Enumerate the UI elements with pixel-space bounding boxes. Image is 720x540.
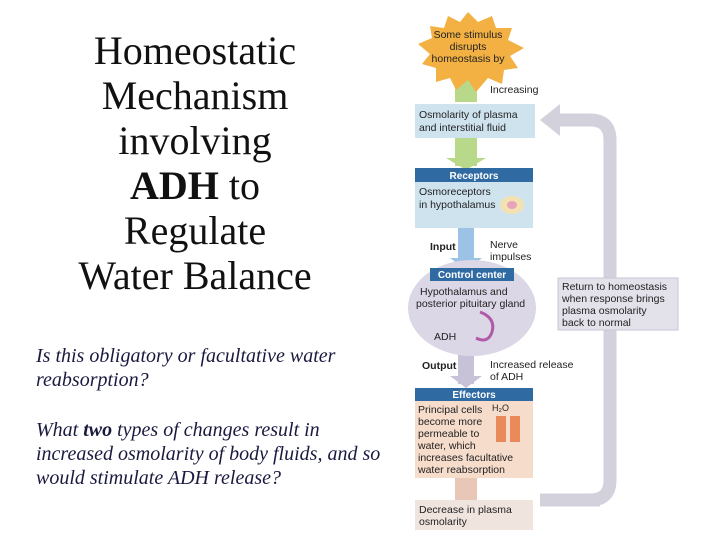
adh-label: ADH	[434, 331, 457, 343]
title-line: Regulate	[123, 208, 267, 253]
principal-cell-icon	[510, 416, 520, 442]
effectors-line: Principal cells	[418, 404, 483, 416]
effectors-line: water, which	[418, 440, 476, 452]
output-label: Output	[422, 360, 457, 372]
variable-line: and interstitial fluid	[419, 122, 506, 134]
stimulus-line: Some stimulus	[433, 29, 503, 41]
output-arrow-head	[450, 376, 482, 388]
stimulus-line: disrupts	[449, 41, 487, 53]
effectors-line: water reabsorption	[418, 464, 505, 476]
return-arrow-head	[540, 104, 560, 136]
question-2	[36, 418, 396, 490]
response-arrow	[455, 478, 477, 500]
q2-pre: What	[36, 419, 84, 441]
return-line: Return to homeostasis	[562, 281, 668, 293]
question-1: Is this obligatory or facultative water reabsorption?	[36, 345, 336, 391]
input-desc-line: impulses	[490, 251, 532, 263]
stimulus-line: homeostasis by	[431, 53, 505, 65]
output-desc-line: of ADH	[490, 371, 524, 383]
adh-feedback-diagram	[400, 0, 720, 540]
control-center-line: Hypothalamus and	[420, 286, 508, 298]
q2-post: types of changes result in increased osmolarity of body fluids, and so would stimulate ADH release?	[36, 419, 381, 489]
return-line: when response brings	[562, 293, 665, 305]
title-line	[30, 163, 360, 208]
title-line: involving	[118, 118, 272, 163]
effectors-header-label: Effectors	[452, 390, 496, 401]
return-line: back to normal	[562, 317, 631, 329]
effectors-line: increases facultative	[418, 452, 514, 464]
title-line: Homeostatic	[93, 28, 297, 73]
title-adh: ADH	[129, 163, 219, 208]
slide-title	[30, 28, 360, 298]
receptors-line: in hypothalamus	[419, 199, 496, 211]
effectors-line: permeable to	[418, 428, 480, 440]
control-center-line: posterior pituitary gland	[416, 298, 526, 310]
osmoreceptor-nucleus-icon	[507, 201, 517, 209]
receptors-header-label: Receptors	[449, 171, 499, 182]
response-line: osmolarity	[419, 516, 467, 528]
receptors-line: Osmoreceptors	[419, 186, 491, 198]
output-desc-line: Increased release	[490, 359, 574, 371]
principal-cell-icon	[496, 416, 506, 442]
input-label: Input	[430, 241, 456, 253]
return-line: plasma osmolarity	[562, 305, 647, 317]
control-center-header-label: Control center	[437, 270, 507, 281]
effectors-line: become more	[418, 416, 483, 428]
title-line: Mechanism	[101, 73, 289, 118]
variable-line: Osmolarity of plasma	[419, 109, 518, 121]
q2-bold: two	[83, 419, 113, 441]
title-to: to	[218, 163, 260, 208]
h2o-label: H₂O	[492, 403, 509, 413]
increasing-label: Increasing	[490, 84, 539, 96]
title-line: Water Balance	[78, 253, 312, 298]
input-desc-line: Nerve	[490, 239, 519, 251]
response-line: Decrease in plasma	[419, 504, 512, 516]
